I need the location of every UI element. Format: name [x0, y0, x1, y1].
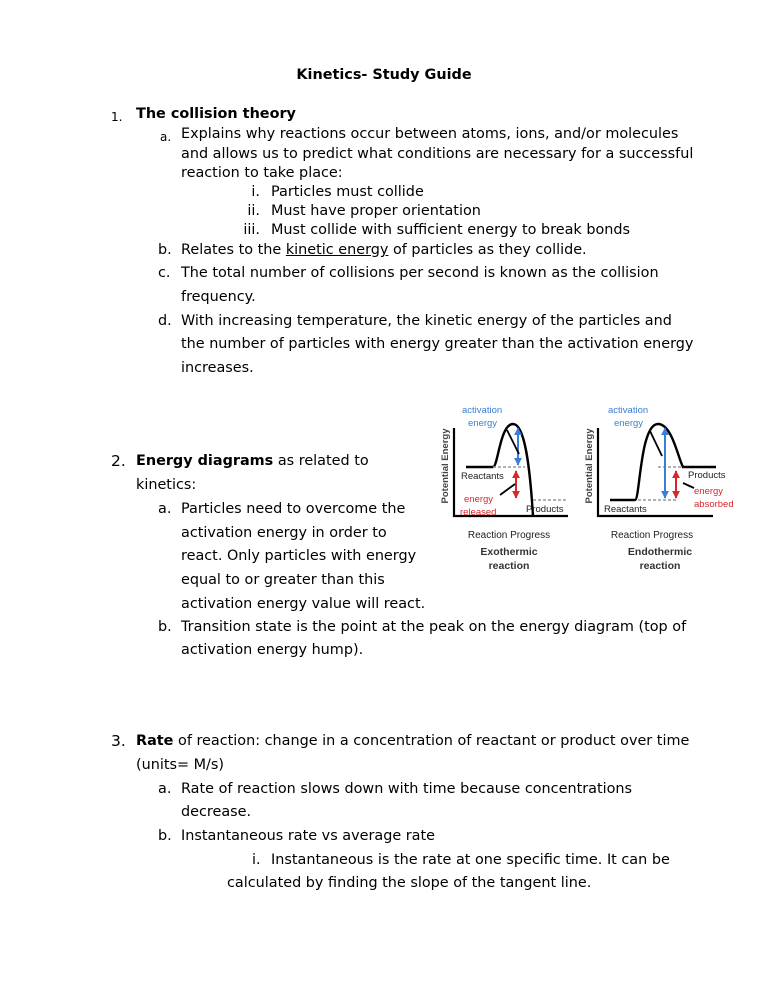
endo-products-label: Products: [688, 470, 726, 481]
energy-diagrams-figure: [430, 398, 750, 578]
endo-x-axis-label: Reaction Progress: [610, 530, 694, 541]
exo-x-axis-label: Reaction Progress: [467, 530, 551, 541]
s3a-marker: a.: [158, 781, 172, 797]
s1a-iii-marker: iii.: [243, 222, 260, 238]
exo-reactants-label: Reactants: [461, 471, 504, 482]
s1a-line-3: reaction to take place:: [181, 165, 343, 181]
s2a-line-5: activation energy value will react.: [181, 596, 426, 612]
s1c-marker: c.: [158, 265, 171, 281]
s3bi-marker: i.: [252, 852, 261, 868]
exo-delta-label-1: energy: [464, 494, 494, 505]
exo-caption-1: Exothermic: [480, 546, 538, 558]
exo-delta-label-2: released: [460, 507, 497, 518]
s2-heading-rest: as related to: [273, 453, 369, 469]
s2-line-2: kinetics:: [136, 477, 197, 493]
s2-heading: Energy diagrams: [136, 453, 274, 469]
exo-y-axis-label: Potential Energy: [440, 428, 451, 504]
s1a-ii-text: Must have proper orientation: [271, 203, 481, 219]
s1d-line-2: the number of particles with energy greater than the activation energy: [181, 336, 694, 352]
s1a-i-marker: i.: [251, 184, 260, 200]
endo-y-axis-label: Potential Energy: [584, 428, 595, 504]
kinetic-energy-link[interactable]: kinetic energy: [285, 242, 389, 258]
s3bi-line-2: calculated by finding the slope of the tangent line.: [227, 875, 592, 891]
s3a-line-1: Rate of reaction slows down with time because concentrations: [181, 781, 633, 797]
s1a-iii-text: Must collide with sufficient energy to break bonds: [271, 222, 631, 238]
exo-caption-2: reaction: [488, 560, 530, 572]
s1d-line-1: With increasing temperature, the kinetic energy of the particles and: [181, 313, 672, 329]
s1-number: 1.: [111, 110, 123, 124]
s2a-line-3: react. Only particles with energy: [181, 548, 417, 564]
s3b-text: Instantaneous rate vs average rate: [181, 828, 435, 844]
s1c-line-2: frequency.: [181, 289, 256, 305]
endo-delta-label-2: absorbed: [694, 499, 734, 510]
exo-products-label: Products: [526, 504, 564, 515]
s2a-marker: a.: [158, 501, 172, 517]
s3-number: 3.: [111, 732, 126, 750]
s1-heading: The collision theory: [136, 106, 296, 122]
page-title: Kinetics- Study Guide: [296, 67, 472, 83]
s1c-line-1: The total number of collisions per second is known as the collision: [181, 265, 659, 281]
s2-heading-line: [136, 453, 369, 469]
s3a-line-2: decrease.: [181, 804, 252, 820]
endo-caption-2: reaction: [639, 560, 681, 572]
s2a-line-4: equal to or greater than this: [181, 572, 385, 588]
s2b-marker: b.: [158, 619, 172, 635]
s1d-marker: d.: [158, 313, 172, 329]
s2-number: 2.: [111, 452, 126, 470]
s1b-marker: b.: [158, 242, 172, 258]
endo-energy-pointer: [683, 483, 694, 488]
exo-energy-pointer: [500, 484, 515, 495]
endo-caption-1: Endothermic: [627, 546, 693, 558]
s3b-marker: b.: [158, 828, 172, 844]
s1a-i-text: Particles must collide: [271, 184, 424, 200]
s2a-line-2: activation energy in order to: [181, 525, 387, 541]
s1d-line-3: increases.: [181, 360, 254, 376]
exo-activation-label-1: activation: [462, 405, 503, 416]
s1b-post: of particles as they collide.: [388, 242, 587, 258]
exothermic-diagram: [440, 405, 568, 572]
endo-activation-pointer: [650, 431, 662, 456]
endo-delta-label-1: energy: [694, 486, 724, 497]
s3-line-2: (units= M/s): [136, 757, 225, 773]
endothermic-diagram: [584, 405, 734, 572]
s1a-ii-marker: ii.: [247, 203, 260, 219]
s2a-line-1: Particles need to overcome the: [181, 501, 406, 517]
s1a-marker: a.: [160, 130, 172, 144]
s2b-line-1: Transition state is the point at the peak on the energy diagram (top of: [181, 619, 687, 635]
s2b-line-2: activation energy hump).: [181, 642, 364, 658]
s3bi-line-1: Instantaneous is the rate at one specific time. It can be: [271, 852, 670, 868]
s3-heading-line: [136, 733, 689, 749]
endo-activation-label-2: energy: [614, 418, 644, 429]
s3-heading-rest: of reaction: change in a concentration of reactant or product over time: [173, 733, 690, 749]
exo-activation-label-2: energy: [468, 418, 498, 429]
s1b-line: [181, 242, 587, 258]
s1b-pre: Relates to the: [181, 242, 286, 258]
s3-heading: Rate: [136, 733, 174, 749]
s1a-line-1: Explains why reactions occur between atoms, ions, and/or molecules: [181, 126, 679, 142]
endo-activation-label-1: activation: [608, 405, 649, 416]
endo-reactants-label: Reactants: [604, 504, 647, 515]
s1a-line-2: and allows us to predict what conditions are necessary for a successful: [181, 146, 694, 162]
